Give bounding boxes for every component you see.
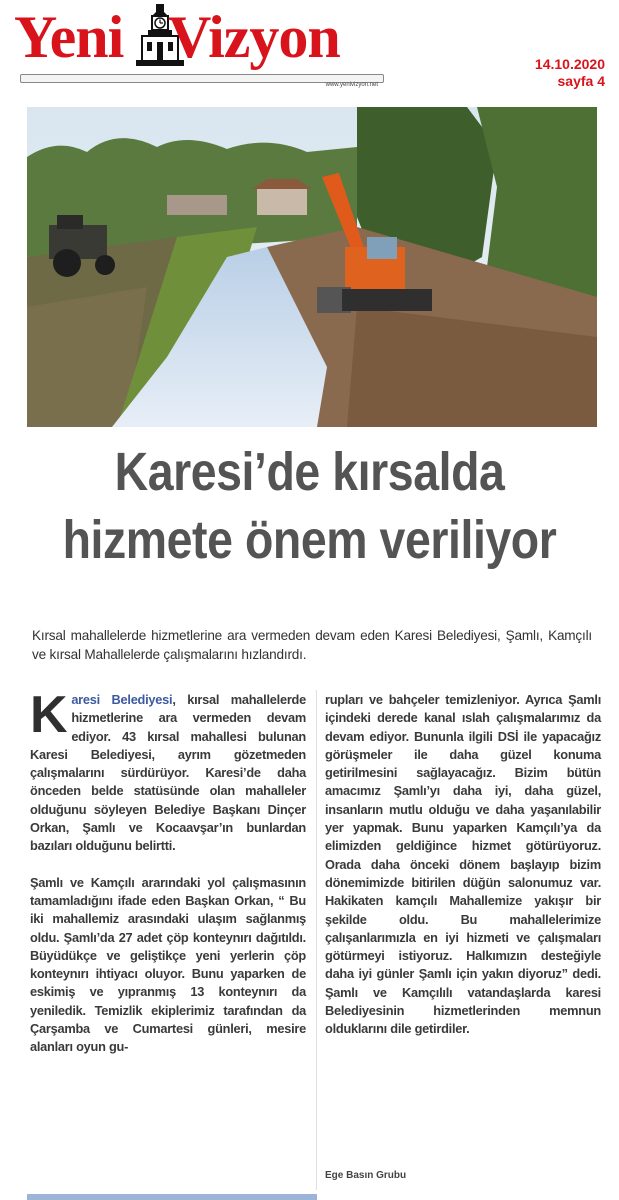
paragraph-2: Şamlı ve Kamçılı ararındaki yol çalışmasının tamamladığını ifade eden Başkan Orkan, “ Bu iki mahallemiz arasındaki ulaşım sağlanmış oldu. Şamlı’da 27 adet çöp konteynırı dağıtıldı. Büyüdükçe ve geliştikçe yeni yerlerin çöp konteynırı ihtiyacı oluyor. Bunu yaparken de eskimiş ve yıpranmış 13 konteynırı da yeniledik. Temizlik ekiplerimiz tarafından da Çarşamba ve Cumartesi günleri, mesire alanları oyun gu- bbox=[30, 874, 306, 1055]
article-column-right bbox=[325, 691, 601, 1057]
next-photo-edge bbox=[27, 1194, 317, 1200]
issue-meta bbox=[535, 56, 605, 90]
drop-cap: K bbox=[30, 686, 68, 744]
logo-word-yeni: Yeni bbox=[14, 4, 124, 70]
headline-line-2: hizmete önem veriliyor bbox=[62, 510, 557, 570]
masthead-url: www.yenivizyon.net bbox=[325, 82, 378, 88]
logo-word-vizyon: Vizyon bbox=[168, 4, 340, 70]
paragraph-3: rupları ve bahçeler temizleniyor. Ayrıca Şamlı içindeki derede kanal ıslah çalışmalarımız da devam ediyor. Bununla ilgili DSİ ile yapacağız görüşmeler ile daha güzel konuma getirilmesini sağlayacağız. Bizim bütün amacımız Şamlı’yı daha iyi, daha güzel, insanların mutlu olduğu ve daha yaşanılabilir yer yapmak. Bunu yaparken Kamçılı’ya da elimizden geldiğince hizmet götürüyoruz. Orada daha önceki dönem başlayıp bizim dönemimizde bitirilen düğün salonumuz var. Hakikaten kamçılı Mahallemize yakışır bir şekilde oldu. Bu mahallelerimize çalışanlarımızla en iyi hizmeti ve çalışmaları götürmeyi istiyoruz. Halkımızın desteğiyle daha iyi günler Şamlı için yakın diyoruz” dedi. Şamlı ve Kamçılılı vatandaşlarda karesi Belediyesinin hizmetlerinden memnun olduklarını dile getirdiler. bbox=[325, 692, 601, 1037]
org-name: aresi Belediyesi bbox=[71, 692, 173, 707]
article-lead: Kırsal mahallelerde hizmetlerine ara vermeden devam eden Karesi Belediyesi, Şamlı, Kamçılı ve kırsal Mahallelerde çalışmalarını hızlandırdı. bbox=[32, 628, 592, 662]
article-byline: Ege Basın Grubu bbox=[325, 1170, 407, 1181]
paragraph-1 bbox=[30, 686, 306, 856]
issue-date: 14.10.2020 bbox=[534, 56, 605, 72]
column-divider bbox=[316, 690, 317, 1190]
article-headline bbox=[43, 438, 575, 574]
headline-line-1: Karesi’de kırsalda bbox=[114, 442, 505, 502]
paragraph-1-text: , kırsal mahallelerde hizmetlerine ara vermeden devam ediyor. 43 kırsal mahallesi bulunan Karesi Belediyesi, ayrım gözetmeden çalışmalarını sürdürüyor. Karesi’de daha önceden belde statüsünde olan mahalleler olduğunu söyleyen Belediye Başkanı Dinçer Orkan, Şamlı ve Kocaavşar’ın bunlardan bazıları olduğunu belirtti. bbox=[30, 692, 306, 854]
article-column-left bbox=[30, 686, 306, 1075]
masthead bbox=[14, 2, 382, 88]
article-photo bbox=[27, 107, 597, 427]
page-number: sayfa 4 bbox=[557, 73, 605, 89]
